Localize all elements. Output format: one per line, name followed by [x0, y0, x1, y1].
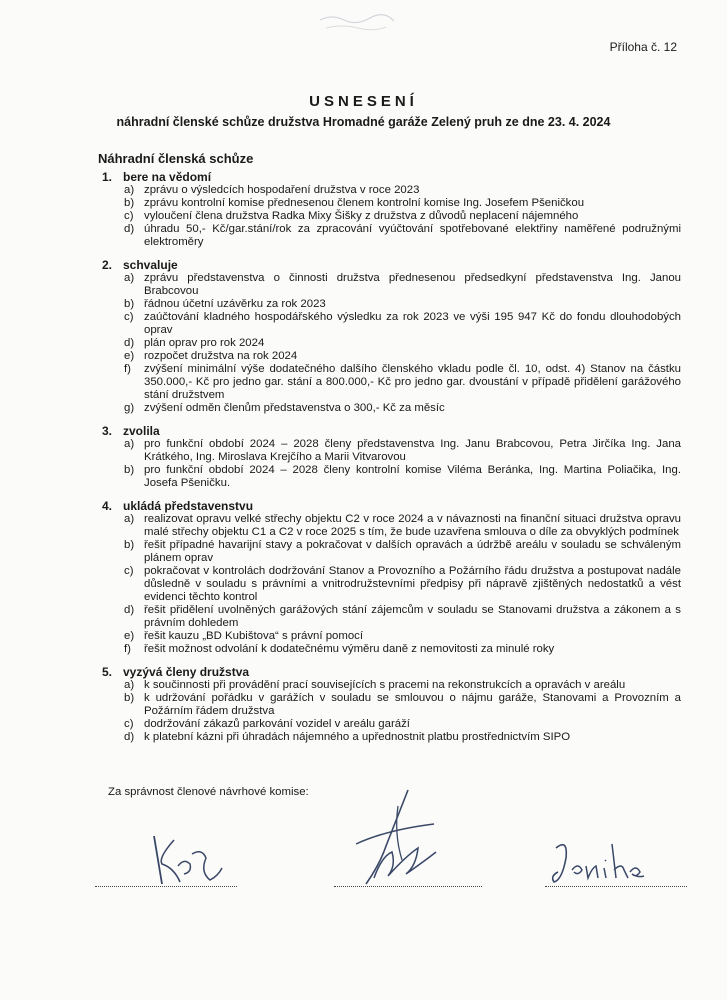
resolution-item [0, 731, 727, 744]
resolution-item [0, 604, 727, 630]
resolution-item [0, 643, 727, 656]
item-text: zprávu kontrolní komise přednesenou členem kontrolní komise Ing. Josefem Pšeničkou [144, 197, 585, 209]
item-letter: a) [124, 513, 135, 525]
signature-3 [548, 836, 648, 888]
resolution-heading-text: ukládá představenstvu [123, 499, 254, 513]
resolution-4 [0, 500, 727, 656]
resolution-item [0, 298, 727, 311]
resolution-heading [0, 259, 727, 272]
item-letter: d) [124, 731, 135, 743]
resolution-heading-text: zvolila [123, 424, 160, 438]
resolution-number: 1. [102, 170, 113, 184]
resolution-item [0, 630, 727, 643]
item-letter: d) [124, 223, 135, 235]
item-letter: b) [124, 197, 135, 209]
resolution-item [0, 184, 727, 197]
item-letter: b) [124, 692, 135, 704]
item-letter: d) [124, 604, 135, 616]
item-text: pro funkční období 2024 – 2028 členy představenstva Ing. Janu Brabcovou, Petra Jirčíka Ing. Jana Krátkého, Ing. Miroslava Krejčího a Marii Vitvarovou [144, 438, 681, 463]
item-letter: e) [124, 350, 135, 362]
item-text: zvýšení minimální výše dodatečného dalšího členského vkladu podle čl. 10, odst. 4) Stanov na částku 350.000,- Kč pro jedno gar. stání a 800.000,- Kč pro jedno gar. dvoustání v případě přidělení garážového stání družstvem [144, 363, 681, 401]
resolution-item [0, 363, 727, 402]
item-text: plán oprav pro rok 2024 [144, 337, 265, 349]
item-letter: f) [124, 643, 131, 655]
resolution-item [0, 565, 727, 604]
resolution-item [0, 692, 727, 718]
resolution-number: 3. [102, 424, 113, 438]
resolution-number: 4. [102, 499, 113, 513]
item-letter: c) [124, 210, 134, 222]
item-letter: c) [124, 718, 134, 730]
annex-label: Příloha č. 12 [609, 40, 677, 54]
document-subtitle: náhradní členské schůze družstva Hromadné garáže Zelený pruh ze dne 23. 4. 2024 [116, 115, 611, 129]
item-text: řešit kauzu „BD Kubištova“ s právní pomocí [144, 630, 364, 642]
item-text: k platební kázni při úhradách nájemného a upřednostnit platbu prostřednictvím SIPO [144, 731, 571, 743]
item-letter: e) [124, 630, 135, 642]
item-text: rozpočet družstva na rok 2024 [144, 350, 298, 362]
resolution-heading-text: schvaluje [123, 258, 178, 272]
item-text: zprávu představenstva o činnosti družstva přednesenou předsedkyní představenstva Ing. Janou Brabcovou [144, 272, 681, 297]
item-letter: c) [124, 311, 134, 323]
resolution-item [0, 402, 727, 415]
item-text: zaúčtování kladného hospodářského výsledku za rok 2023 ve výši 195 947 Kč do fondu dlouhodobých oprav [144, 311, 681, 336]
resolution-item [0, 210, 727, 223]
resolution-list [0, 171, 727, 754]
item-text: řešit přidělení uvolněných garážových stání zájemcům v souladu se Stanovami družstva a zákonem a s právním dohledem [144, 604, 681, 629]
item-text: k součinnosti při provádění prací souvisejících s pracemi na rekonstrukcích a opravách v areálu [144, 679, 626, 691]
item-text: vyloučení člena družstva Radka Mixy Šišky z družstva z důvodů neplacení nájemného [144, 210, 579, 222]
resolution-heading-text: vyzývá členy družstva [123, 665, 250, 679]
resolution-heading [0, 425, 727, 438]
document-title: USNESENÍ [309, 93, 418, 110]
resolution-item [0, 539, 727, 565]
resolution-item [0, 718, 727, 731]
resolution-2 [0, 259, 727, 415]
item-text: zvýšení odměn členům představenstva o 300,- Kč za měsíc [144, 402, 445, 414]
resolution-3 [0, 425, 727, 490]
item-letter: d) [124, 337, 135, 349]
resolution-item [0, 311, 727, 337]
item-letter: g) [124, 402, 135, 414]
item-letter: a) [124, 438, 135, 450]
signature-2 [336, 786, 446, 892]
closing-statement: Za správnost členové návrhové komise: [108, 786, 309, 798]
resolution-number: 5. [102, 665, 113, 679]
resolution-heading [0, 666, 727, 679]
intro-heading: Náhradní členská schůze [98, 151, 254, 166]
item-letter: f) [124, 363, 131, 375]
item-text: zprávu o výsledcích hospodaření družstva v roce 2023 [144, 184, 420, 196]
resolution-item [0, 337, 727, 350]
resolution-heading [0, 171, 727, 184]
resolution-item [0, 350, 727, 363]
resolution-item [0, 513, 727, 539]
item-text: dodržování zákazů parkování vozidel v areálu garáží [144, 718, 410, 730]
resolution-heading-text: bere na vědomí [123, 170, 212, 184]
item-text: řešit případné havarijní stavy a pokračovat v dalších opravách a údržbě areálu v souladu se schváleným plánem oprav [144, 539, 681, 564]
signature-1 [140, 828, 230, 890]
item-text: řešit možnost odvolání k dodatečnému výměru daně z nemovitosti za minulé roky [144, 643, 555, 655]
item-letter: b) [124, 298, 135, 310]
item-letter: a) [124, 184, 135, 196]
resolution-item [0, 223, 727, 249]
resolution-number: 2. [102, 258, 113, 272]
resolution-item [0, 679, 727, 692]
item-text: pro funkční období 2024 – 2028 členy kontrolní komise Viléma Beránka, Ing. Martina Poliačika, Ing. Josefa Pšeničku. [144, 464, 681, 489]
item-letter: b) [124, 539, 135, 551]
faint-stamp-mark [312, 6, 402, 41]
item-text: úhradu 50,- Kč/gar.stání/rok za zpracování vyúčtování spotřebované elektřiny naměřené podružnými elektroměry [144, 223, 681, 248]
item-letter: a) [124, 272, 135, 284]
resolution-item [0, 197, 727, 210]
item-text: řádnou účetní uzávěrku za rok 2023 [144, 298, 326, 310]
item-letter: b) [124, 464, 135, 476]
item-letter: a) [124, 679, 135, 691]
item-text: k udržování pořádku v garážích v souladu se smlouvou o nájmu garáže, Stanovami a Provozním a Požárním řádem družstva [144, 692, 681, 717]
resolution-heading [0, 500, 727, 513]
resolution-item [0, 272, 727, 298]
resolution-item [0, 464, 727, 490]
item-text: realizovat opravu velké střechy objektu C2 v roce 2024 a v návaznosti na finanční situaci družstva opravu malé střechy objektu C1 a C2 v roce 2025 s tím, že bude uzavřena smlouva o díle za obvyklých podmínek [144, 513, 681, 538]
resolution-5 [0, 666, 727, 744]
resolution-item [0, 438, 727, 464]
resolution-1 [0, 171, 727, 249]
item-letter: c) [124, 565, 134, 577]
item-text: pokračovat v kontrolách dodržování Stanov a Provozního a Požárního řádu družstva a postupovat nadále důsledně v souladu s právními a vnitrodružstevními předpisy při nápravě zjištěných nedostatků a vést evidenci těchto kontrol [144, 565, 681, 603]
